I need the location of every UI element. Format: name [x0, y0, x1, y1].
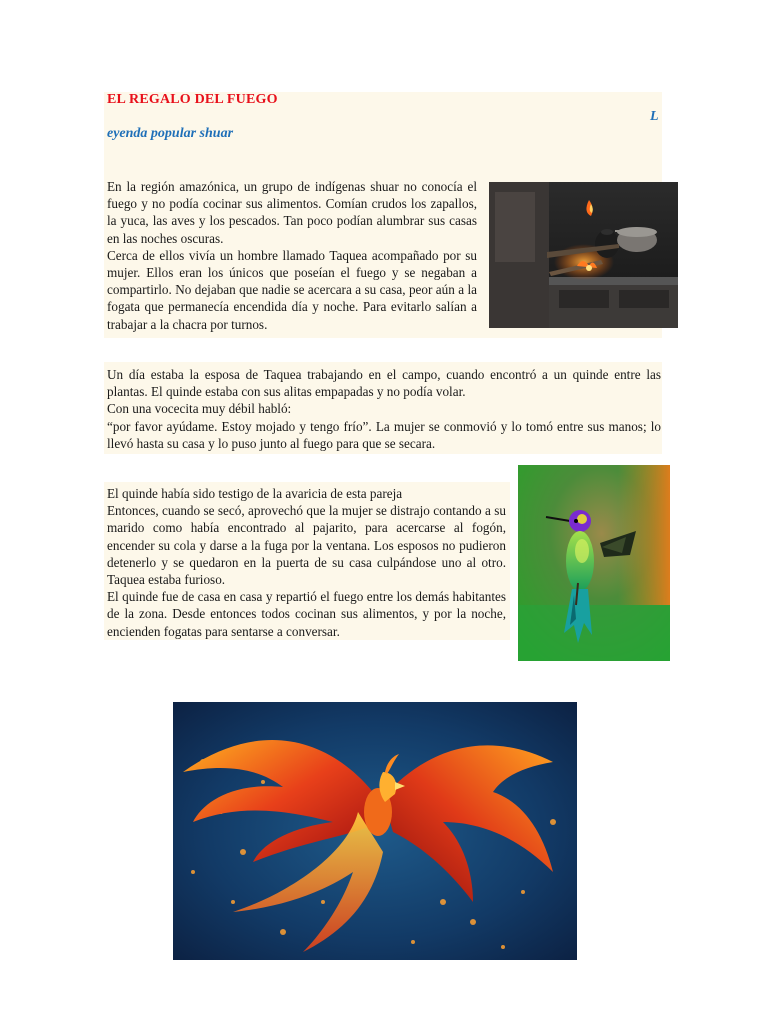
phoenix-image: [173, 702, 577, 960]
paragraph-block-3: [107, 485, 506, 640]
paragraph: Un día estaba la esposa de Taquea trabajando en el campo, cuando encontró a un quinde entre las plantas. El quinde estaba con sus alitas empapadas y no podía volar.: [107, 367, 661, 400]
hummingbird-image: [518, 465, 670, 661]
paragraph: Cerca de ellos vivía un hombre llamado Taquea acompañado por su mujer. Ellos eran los únicos que poseían el fuego y se negaban a compartirlo. No dejaban que nadie se acercara a su casa, peor aún a la fogata que permanecía encendida día y noche. Para evitarlo salían a trabajar a la chacra por turnos.: [107, 247, 477, 332]
paragraph: El quinde había sido testigo de la avaricia de esta pareja: [107, 486, 403, 501]
paragraph: “por favor ayúdame. Estoy mojado y tengo frío”. La mujer se conmovió y lo tomó entre sus manos; lo llevó hasta su casa y lo puso junto al fuego para que se secara.: [107, 418, 661, 451]
subtitle: eyenda popular shuar: [107, 126, 234, 141]
paragraph: El quinde fue de casa en casa y repartió el fuego entre los demás habitantes de la zona. Desde entonces todos cocinan sus alimentos, y por la noche, encienden fogatas para sentarse a conversar.: [107, 589, 506, 639]
paragraph-block-2: [107, 366, 661, 452]
paragraph-block-1: [107, 178, 477, 333]
paragraph: Con una vocecita muy débil habló:: [107, 401, 292, 417]
page-title: EL REGALO DEL FUEGO: [107, 92, 278, 107]
paragraph: Entonces, cuando se secó, aprovechó que la mujer se distrajo contando a su marido como había encontrado al pajarito, para acercarse al fogón, encender su cola y darse a la fuga por la ventana. Los esposos no pudieron detenerlo y se quedaron en la puerta de su casa culpándose uno al otro. Taquea estaba furioso.: [107, 503, 506, 588]
subtitle-first-letter: L: [650, 109, 659, 124]
paragraph: En la región amazónica, un grupo de indígenas shuar no conocía el fuego y no podía cocinar sus alimentos. Comían crudos los zapallos, la yuca, las aves y los pescados. Tan poco podían alumbrar sus casas en las noches oscuras.: [107, 179, 477, 246]
cooking-fire-image: [489, 182, 678, 328]
